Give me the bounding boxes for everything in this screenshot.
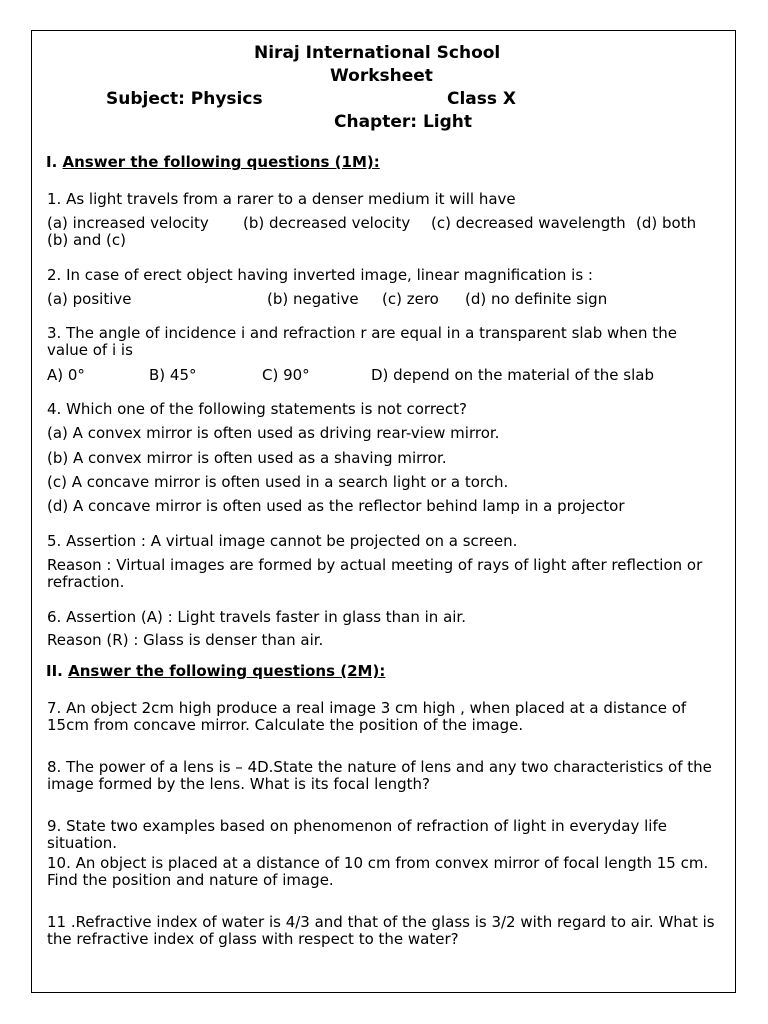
q2-option-b: (b) negative [267,290,359,308]
section-2-title: Answer the following questions (2M): [68,662,386,680]
q2-option-c: (c) zero [382,290,439,308]
q4-option-d: (d) A concave mirror is often used as the reflector behind lamp in a projector [47,497,625,515]
question-8: 8. The power of a lens is – 4D.State the nature of lens and any two characteristics of the image formed by the lens. What is its focal length? [47,758,712,793]
question-3: 3. The angle of incidence i and refraction r are equal in a transparent slab when the value of i is [47,324,677,359]
q1-option-d-continued: (b) and (c) [47,231,126,249]
q1-option-b: (b) decreased velocity [243,214,411,232]
school-name: Niraj International School [254,43,501,63]
q4-option-c: (c) A concave mirror is often used in a search light or a torch. [47,473,509,491]
section-2-heading [46,661,385,681]
subject-label: Subject: Physics [106,89,263,109]
q3-option-d: D) depend on the material of the slab [371,366,654,384]
document-type: Worksheet [330,66,433,86]
question-6-assertion: 6. Assertion (A) : Light travels faster in glass than in air. [47,608,466,626]
section-2-number: II. [46,662,63,680]
q2-option-d: (d) no definite sign [465,290,608,308]
q1-option-c: (c) decreased wavelength [431,214,626,232]
question-1: 1. As light travels from a rarer to a denser medium it will have [47,190,516,208]
question-6-reason: Reason (R) : Glass is denser than air. [47,631,324,649]
question-2: 2. In case of erect object having inverted image, linear magnification is : [47,266,593,284]
q3-option-c: C) 90° [262,366,310,384]
q3-option-a: A) 0° [47,366,85,384]
question-9: 9. State two examples based on phenomenon of refraction of light in everyday life situation. [47,817,667,852]
question-10: 10. An object is placed at a distance of 10 cm from convex mirror of focal length 15 cm. Find the position and nature of image. [47,854,709,889]
q4-option-a: (a) A convex mirror is often used as driving rear-view mirror. [47,424,500,442]
question-4: 4. Which one of the following statements is not correct? [47,400,467,418]
question-11: 11 .Refractive index of water is 4/3 and that of the glass is 3/2 with regard to air. What is the refractive index of glass with respect to the water? [47,913,715,948]
section-1-title: Answer the following questions (1M): [62,153,380,171]
class-label: Class X [447,89,517,109]
q3-option-b: B) 45° [149,366,197,384]
q4-option-b: (b) A convex mirror is often used as a shaving mirror. [47,449,447,467]
q1-option-a: (a) increased velocity [47,214,209,232]
section-1-heading [46,152,380,172]
question-5-reason: Reason : Virtual images are formed by actual meeting of rays of light after reflection or refraction. [47,556,703,591]
q1-option-d: (d) both [636,214,697,232]
question-5-assertion: 5. Assertion : A virtual image cannot be projected on a screen. [47,532,518,550]
chapter-label: Chapter: Light [334,112,473,132]
section-1-number: I. [46,153,58,171]
question-7: 7. An object 2cm high produce a real image 3 cm high , when placed at a distance of 15cm from concave mirror. Calculate the position of the image. [47,699,687,734]
q2-option-a: (a) positive [47,290,132,308]
